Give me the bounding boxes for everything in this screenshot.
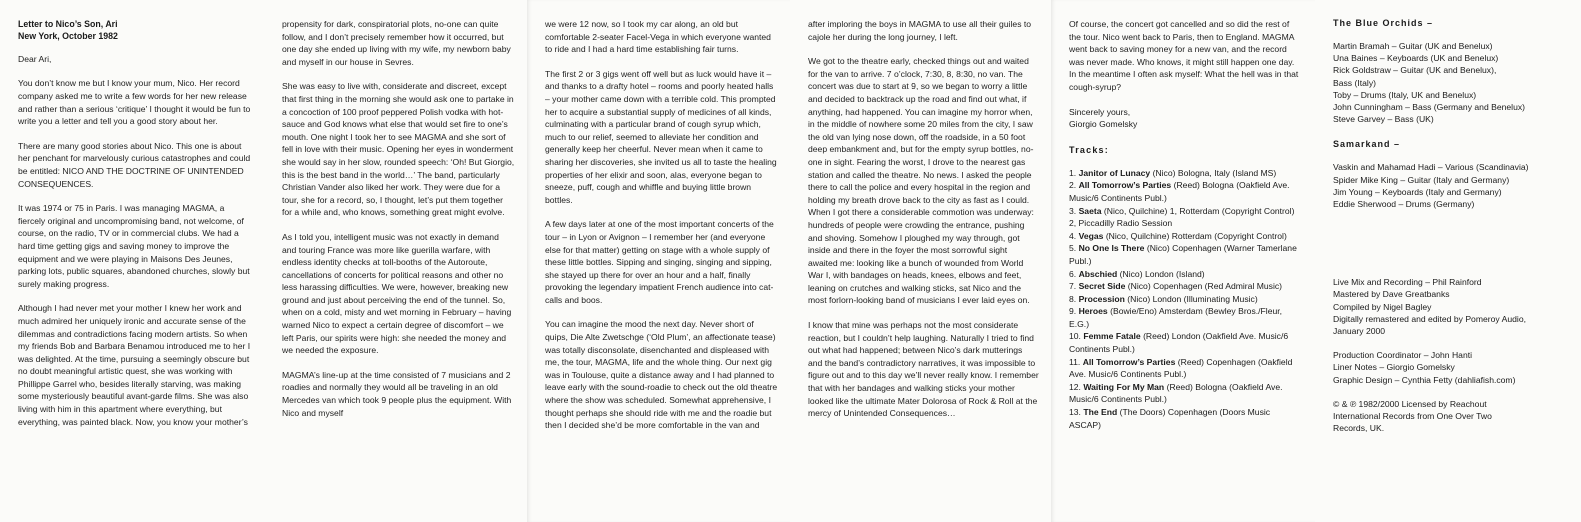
track-detail: (Reed) Copenhagen (Oakfield Ave. Music/6 Continents Publ.) [1069,356,1293,380]
signoff-name: Giorgio Gomelsky [1069,119,1138,130]
track-number: 10. [1069,331,1081,342]
paragraph: after imploring the boys in MAGMA to use all their guiles to cajole her during the long journey, I left. [808,19,1032,42]
track-title: Saeta [1078,205,1102,216]
credit-line: January 2000 [1333,326,1386,337]
track-title: Abschied [1078,268,1118,279]
track-item [1069,167,1303,180]
track-detail: (Nico) Copenhagen (Warner Tamerlane Publ.) [1069,243,1297,266]
track-item [1069,305,1303,330]
track-item [1069,179,1303,204]
track-title: Janitor of Lunacy [1078,167,1151,178]
track-item [1069,242,1303,267]
track-detail: (Bowie/Eno) Amsterdam (Bewley Bros./Fleur, E.G.) [1069,306,1283,329]
band-member: Jim Young – Keyboards (Italy and Germany) [1333,186,1502,197]
paragraph: As I told you, intelligent music was not exactly in demand and touring France was more like guerilla warfare, with endless identity checks at toll-booths of the Autoroute, cancellations of concerts for political reasons and other no less harassing difficulties. We were, however, breaking new ground and just about perceiving the end of the tunnel. So, when on a cold, misty and wet morning in February – having warned Nico to expect a certain degree of discomfort – we left Paris, our spirits were high: she needed the money and we needed the exposure. [282,231,512,356]
track-item [1069,406,1303,431]
track-number: 1. [1069,167,1077,178]
track-number: 12. [1069,381,1081,392]
track-number: 6. [1069,268,1077,279]
salutation: Dear Ari, [18,53,52,64]
band-member: Toby – Drums (Italy, UK and Benelux) [1333,89,1477,100]
band-title-blue-orchids: The Blue Orchids – [1333,18,1434,28]
band-member: Eddie Sherwood – Drums (Germany) [1333,199,1475,210]
letter-panel-5 [1051,0,1315,522]
track-detail: (Nico) Copenhagen (Red Admiral Music) [1127,281,1283,292]
track-detail: (Reed) Bologna (Oakfield Ave. Music/6 Continents Publ.) [1069,381,1283,405]
track-number: 5. [1069,243,1077,254]
track-number: 3. [1069,205,1077,216]
paragraph: You can imagine the mood the next day. Never short of quips, Die Alte Zwetschge (‘Old Plum’, an affectionate tease) was totally disconsolate, disenchanted and displeased with me, the tour, MAGMA, life and the whole thing. Our next gig was in Toulouse, quite a distance away and I had planned to leave early with the sound-roadie to check out the old theatre where the show was scheduled. Somewhat apprehensive, I thought perhaps she should ride with me and the roadie but then I decided she’d be more comfortable in the van and [545,319,778,431]
band-member: John Cunningham – Bass (Germany and Benelux) [1333,102,1526,113]
track-detail: (Nico, Quilchine) 1, Rotterdam (Copyright Control) 2, Piccadilly Radio Session [1069,205,1295,229]
track-item [1069,381,1303,406]
track-detail: (Nico) Bologna, Italy (Island MS) [1152,167,1277,178]
track-item [1069,330,1303,355]
track-detail: (Nico) London (Illuminating Music) [1127,293,1258,304]
track-number: 4. [1069,230,1077,241]
credit-line: Production Coordinator – John Hanti [1333,350,1473,361]
track-detail: (The Doors) Copenhagen (Doors Music ASCAP) [1069,407,1271,430]
paragraph: The first 2 or 3 gigs went off well but as luck would have it – and thanks to a drafty hotel – rooms and poorly heated halls – your mother came down with a terrible cold. This prompted her to acquire a substantial supply of medicines of all kinds, culminating with a particular brand of cough syrup which, much to our relief, seemed to alleviate her condition and generally keep her cheerful. Never mean when it came to sharing her discoveries, she invited us all to taste the healing properties of her elixir and soon, alas, everyone began to sneeze, puff, cough and whiffle and buying little brown bottles. [545,68,777,205]
copyright-line: Records, UK. [1333,423,1385,434]
track-title: Femme Fatale [1083,331,1141,342]
letter-panel-4 [790,0,1051,522]
band-member: Spider Mike King – Guitar (Italy and Germany) [1333,174,1510,185]
track-item [1069,293,1303,306]
band-member: Una Baines – Keyboards (UK and Benelux) [1333,53,1499,64]
tracks-heading: Tracks: [1069,144,1109,155]
credit-line: Graphic Design – Cynthia Fetty (dahliafish.com) [1333,374,1516,385]
paragraph: I know that mine was perhaps not the most considerate reaction, but I couldn’t help laughing. Naturally I tried to find out what had happened; between Nico’s dark mutterings and the band’s contradictory narratives, it was impossible to figure out and to this day we’ll never really know. I remember that with her bandages and walking sticks your mother looked like the ultimate Mater Dolorosa of Rock & Roll at the mercy of Unintended Consequences… [808,320,1039,419]
signoff [1069,106,1303,131]
band-member: Martin Bramah – Guitar (UK and Benelux) [1333,41,1493,51]
credit-line: Mastered by Dave Greatbanks [1333,289,1450,300]
track-detail: (Reed) Bologna (Oakfield Ave. Music/6 Continents Publ.) [1069,180,1290,203]
track-title: Waiting For My Man [1083,381,1165,392]
track-title: All Tomorrow’s Parties [1078,180,1172,191]
band-member: Bass (Italy) [1333,77,1376,88]
track-title: Secret Side [1078,281,1126,292]
letter-panel-1 [0,0,264,522]
track-number: 11. [1069,356,1081,367]
track-number: 9. [1069,306,1077,317]
track-detail: (Nico) London (Island) [1119,268,1205,279]
band-members-blue-orchids [1333,40,1569,125]
paragraph: we were 12 now, so I took my car along, an old but comfortable 2-seater Facel-Vega in which everyone wanted to ride and I had a hard time establishing fair turns. [545,19,771,55]
credit-line: Liner Notes – Giorgio Gomelsky [1333,362,1455,373]
track-item [1069,205,1303,230]
letter-panel-2 [264,0,527,522]
credit-line: Digitally remastered and edited by Pomeroy Audio, [1333,313,1526,324]
band-member: Vaskin and Mahamad Hadi – Various (Scandinavia) [1333,162,1529,173]
recording-credits [1333,276,1569,434]
paragraph: Of course, the concert got cancelled and so did the rest of the tour. Nico went back to Paris, then to England. MAGMA went back to saving money for a new van, and the record was never made. Who knows, it might still happen one day. In the meantime I often ask myself: What the hell was in that cough-syrup? [1069,19,1299,92]
band-member: Rick Goldstraw – Guitar (UK and Benelux), [1333,65,1497,76]
letter-heading-line2: New York, October 1982 [18,31,118,42]
track-title: Heroes [1078,306,1108,317]
signoff-line: Sincerely yours, [1069,106,1131,117]
track-title: Vegas [1078,230,1104,241]
paragraph: Although I had never met your mother I knew her work and much admired her uniquely ironic and accurate sense of the dilemmas and contradictions facing modern artists. So when my friends Bob and Barbara Benamou introduced me to her I was delighted. At the time, pursuing a seemingly obscure but no doubt meaningful artistic quest, she was working with Phillippe Garrel who, besides literally starving, was making some mysteriously beautiful avant-garde films. She was also living with him in this apartment where everything, but everything, was painted black. Now, you know your mother’s [18,303,251,427]
letter-heading-line1: Letter to Nico’s Son, Ari [18,19,118,29]
track-item [1069,356,1303,381]
track-number: 7. [1069,281,1077,292]
paragraph: There are many good stories about Nico. This one is about her penchant for marvelously curious catastrophes and could be entitled: NICO AND THE DOCTRINE OF UNINTENDED CONSEQUENCES. [18,140,251,189]
track-number: 13. [1069,407,1081,418]
letter-panel-3 [527,0,790,522]
track-title: The End [1083,407,1118,418]
track-item [1069,280,1303,293]
credit-line: Live Mix and Recording – Phil Rainford [1333,277,1482,288]
track-item [1069,230,1303,243]
track-title: All Tomorrow’s Parties [1082,356,1176,367]
paragraph: It was 1974 or 75 in Paris. I was managing MAGMA, a fiercely original and uncompromising band, not welcome, of course, on the radio, TV or in commercial clubs. We had a hard time getting gigs and saving money to improve the equipment and we were playing in Maisons Des Jeunes, parking lots, public squares, abandoned churches, slowly but surely making progress. [18,203,250,289]
paragraph: We got to the theatre early, checked things out and waited for the van to arrive. 7 o’clock, 7:30, 8, 8:30, no van. The concert was due to start at 9, so we began to worry a little and decided to backtrack up the road and find out what, if anything, had happened. You can imagine my horror when, in the middle of nowhere some 20 miles from the city, I saw the old van lying nose down, off the roadside, in a 50 foot deep embankment and, but for the empty syrup bottles, no-one in sight. Fearing the worst, I drove to the nearest gas station and called the theatre. No news. I asked the people there to call the police and every hospital in the region and holding my breath drove back to the city as fast as I could. When I got there a considerable commotion was underway: hundreds of people were crowding the entrance, pushing and shoving. Somehow I ploughed my way through, got inside and there in the foyer the most sorrowful sight awaited me: looking like a bunch of wounded from World War I, with bandages on heads, knees, elbows and feet, leaning on crutches and walking sticks, sat Nico and the most forlorn-looking band of musicians I ever laid eyes on. [808,56,1034,306]
band-members-samarkand [1333,161,1569,210]
track-title: Procession [1078,293,1125,304]
paragraph: MAGMA’s line-up at the time consisted of 7 musicians and 2 roadies and normally they would all be traveling in an old Mercedes van which took 9 people plus the equipment. With Nico and myself [282,369,512,418]
paragraph: propensity for dark, conspiratorial plots, no-one can quite follow, and I don’t precisely remember how it occurred, but one day she ended up living with my wife, my newborn baby and myself in our house in Sevres. [282,19,511,67]
track-item [1069,268,1303,281]
paragraph: You don’t know me but I know your mum, Nico. Her record company asked me to write a few words for her new release and rather than a serious ‘critique’ I thought it would be fun to write you a letter and tell you a good story about her. [18,78,251,127]
track-title: No One Is There [1078,243,1145,254]
credits-panel [1315,0,1581,522]
track-detail: (Reed) London (Oakfield Ave. Music/6 Continents Publ.) [1069,331,1289,355]
track-number: 2. [1069,180,1077,191]
credit-line: Compiled by Nigel Bagley [1333,301,1432,312]
paragraph: A few days later at one of the most important concerts of the tour – in Lyon or Avignon – I remember her (and everyone else for that matter) getting on stage with a whole supply of these little bottles. Sipping and singing, singing and sipping, she stayed up there for over an hour and a half, finally provoking the legendary impatient French audience into cat-calls and boos. [545,219,774,305]
track-detail: (Nico, Quilchine) Rotterdam (Copyright Control) [1105,230,1287,241]
track-number: 8. [1069,293,1077,304]
band-member: Steve Garvey – Bass (UK) [1333,114,1434,125]
track-list [1069,167,1303,431]
paragraph: She was easy to live with, considerate and discreet, except that first thing in the morning she would ask one to partake in a concoction of 100 proof peppered Polish vodka with hot-sauce and God knows what else that would set fire to one’s mouth. One night I took her to see MAGMA and she sort of fell in love with their music. Opening her eyes in wonderment she would say in her slow, rounded speech: ‘Oh! But Giorgio, this is the best band in the world…’ The band, particularly Christian Vander also liked her work. They were due for a tour, she for a record, so, I thought, let’s put them together for a while and, who knows, something great might evolve. [282,81,515,218]
band-title-samarkand: Samarkand – [1333,139,1401,150]
copyright-line: International Records from One Over Two [1333,411,1492,422]
copyright-line: © & ℗ 1982/2000 Licensed by Reachout [1333,398,1487,409]
